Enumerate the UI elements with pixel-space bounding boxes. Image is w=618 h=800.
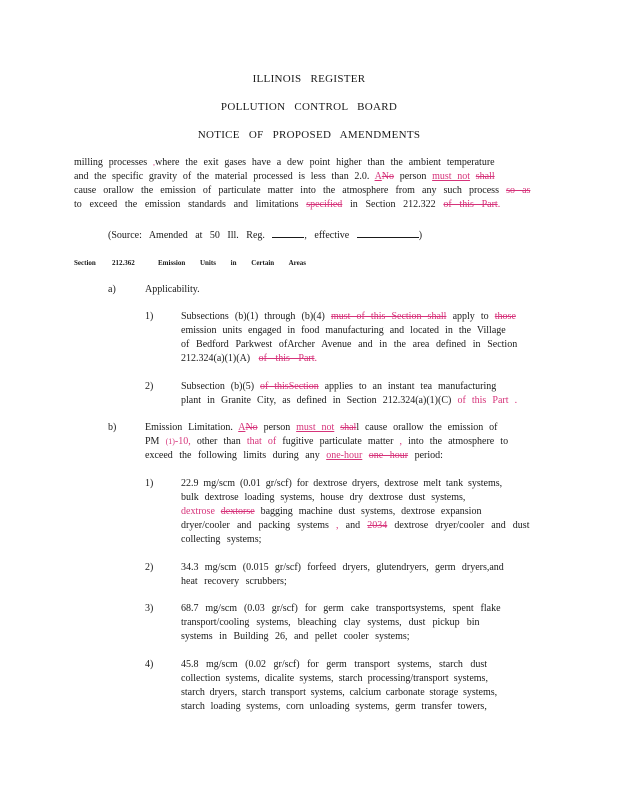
item-text: Emission Limitation. — [145, 422, 233, 433]
item-text: and — [345, 520, 361, 531]
item-b3-marker: 3) — [145, 603, 154, 614]
item-b2-line-2: heat recovery scrubbers; — [181, 576, 287, 587]
item-text: l cause orallow the emission of — [356, 422, 498, 433]
subsection-b-line-2 — [145, 436, 508, 448]
item-text: dextrose dryer/cooler and dust — [394, 520, 530, 531]
item-b1-line-2: bulk dextrose loading systems, house dry dextrose dust systems, — [181, 492, 466, 503]
board-title: POLLUTION CONTROL BOARD — [220, 101, 398, 113]
blank-effective-line — [357, 228, 419, 238]
deleted-text: of this Part — [443, 199, 498, 210]
register-title: ILLINOIS REGISTER — [252, 73, 366, 85]
intro-line-1 — [74, 157, 495, 169]
deleted-text: so as — [506, 185, 531, 196]
subsection-b-marker: b) — [108, 422, 117, 433]
deleted-text: No — [381, 171, 395, 182]
item-b3-line-3: systems in Building 26, and pellet cooler systems; — [181, 631, 410, 642]
intro-text: person — [399, 171, 427, 182]
item-text: fugitive particulate matter — [282, 436, 394, 447]
item-text: exceed the following limits during any — [145, 450, 320, 461]
item-b4-marker: 4) — [145, 659, 154, 670]
inserted-text: must not — [296, 422, 335, 433]
item-b3-line-1: 68.7 mg/scm (0.03 gr/scf) for germ cake transportsystems, spent flake — [181, 603, 501, 614]
intro-text: where the exit gases have a dew point higher than the ambient temperature — [155, 157, 495, 168]
source-note — [108, 228, 422, 242]
notice-title: NOTICE OF PROPOSED AMENDMENTS — [197, 129, 421, 141]
item-text: Subsections (b)(1) through (b)(4) — [181, 311, 325, 322]
subsection-b-line-1 — [145, 422, 497, 434]
item-b1-line-1: 22.9 mg/scm (0.01 gr/scf) for dextrose dryers, dextrose melt tank systems, — [181, 478, 503, 489]
inserted-text: , — [399, 436, 403, 447]
item-b1-line-4 — [181, 520, 529, 532]
item-b4-line-4: starch loading systems, corn unloading systems, germ transfer towers, — [181, 701, 487, 712]
item-b2-line-1: 34.3 mg/scm (0.015 gr/scf) forfeed dryers, glutendryers, germ dryers,and — [181, 562, 504, 573]
inserted-text: A — [238, 422, 246, 433]
deleted-text: shall — [475, 171, 495, 182]
inserted-text: dextrose — [181, 506, 215, 517]
inserted-text: . — [497, 199, 501, 210]
intro-line-4 — [74, 199, 500, 211]
item-a1-line-1 — [181, 311, 516, 323]
item-text: period: — [414, 450, 443, 461]
item-text: dryer/cooler and packing systems — [181, 520, 329, 531]
inserted-text: (1) — [165, 437, 175, 446]
item-text: other than — [196, 436, 241, 447]
deleted-text: dextorse — [220, 506, 255, 517]
inserted-text: -10, — [174, 436, 191, 447]
item-a1-line-3: of Bedford Parkwest ofArcher Avenue and in the area defined in Section — [181, 339, 518, 350]
deleted-text: No — [245, 422, 258, 433]
section-title: Emission Units in Certain Areas — [158, 259, 306, 267]
item-text: plant in Granite City, as defined in Section 212.324(a)(1)(C) — [181, 395, 452, 406]
inserted-text: that of — [246, 436, 277, 447]
deleted-text: specified — [306, 199, 343, 210]
item-b1-line-5: collecting systems; — [181, 534, 262, 545]
item-b1-marker: 1) — [145, 478, 154, 489]
item-b1-line-3 — [181, 506, 481, 518]
item-a2-line-1 — [181, 381, 496, 393]
section-label: Section — [74, 259, 96, 267]
item-a1-line-4 — [181, 353, 317, 365]
inserted-text: . — [514, 395, 518, 406]
item-text: Subsection (b)(5) — [181, 381, 255, 392]
item-b3-line-2: transport/cooling systems, bleaching clay systems, dust pickup bin — [181, 617, 480, 628]
section-number: 212.362 — [112, 259, 135, 267]
inserted-comma: , — [153, 158, 156, 167]
intro-line-2 — [74, 171, 495, 183]
item-text: apply to — [452, 311, 489, 322]
inserted-text: . — [314, 353, 318, 364]
deleted-text: of thisSection — [260, 381, 319, 392]
inserted-text: of this Part — [457, 395, 509, 406]
intro-text: and the specific gravity of the material processed is less than 2.0. — [74, 171, 370, 182]
intro-text: cause orallow the emission of particulate matter into the atmosphere from any such process — [74, 185, 499, 196]
deleted-text: 2034 — [367, 520, 388, 531]
item-a1-marker: 1) — [145, 311, 154, 322]
source-prefix: (Source: Amended at 50 Ill. Reg. — [108, 230, 265, 241]
item-text: into the atmosphere to — [408, 436, 509, 447]
item-a2-line-2 — [181, 395, 517, 407]
inserted-text: , — [336, 520, 339, 531]
item-text: bagging machine dust systems, dextrose expansion — [260, 506, 482, 517]
inserted-text: one-hour — [326, 450, 363, 461]
inserted-text: must not — [432, 171, 471, 182]
subsection-b-line-3 — [145, 450, 443, 462]
intro-text: to exceed the emission standards and limitations — [74, 199, 299, 210]
subsection-a-marker: a) — [108, 284, 116, 295]
intro-text: in Section 212.322 — [350, 199, 436, 210]
item-b4-line-2: collection systems, dicalite systems, starch processing/transport systems, — [181, 673, 488, 684]
item-text: applies to an instant tea manufacturing — [324, 381, 497, 392]
blank-register-line — [272, 228, 304, 238]
subsection-a-title: Applicability. — [145, 284, 200, 295]
source-suffix: ) — [418, 230, 423, 241]
intro-text: milling processes — [74, 157, 148, 168]
deleted-text: one hour — [368, 450, 409, 461]
item-a2-marker: 2) — [145, 381, 154, 392]
item-text: 212.324(a)(1)(A) — [181, 353, 251, 364]
item-b4-line-1: 45.8 mg/scm (0.02 gr/scf) for germ transport systems, starch dust — [181, 659, 488, 670]
deleted-text: shal — [340, 422, 357, 433]
item-a1-line-2: emission units engaged in food manufacturing and located in the Village — [181, 325, 506, 336]
item-text: person — [263, 422, 291, 433]
source-mid: , effective — [304, 230, 350, 241]
deleted-text: those — [494, 311, 516, 322]
intro-line-3 — [74, 185, 530, 197]
inserted-text: A — [374, 171, 382, 182]
item-b4-line-3: starch dryers, starch transport systems, calcium carbonate storage systems, — [181, 687, 498, 698]
deleted-text: must of this Section shall — [330, 311, 447, 322]
item-text: PM — [145, 436, 160, 447]
item-b2-marker: 2) — [145, 562, 154, 573]
deleted-text: of this Part — [258, 353, 315, 364]
